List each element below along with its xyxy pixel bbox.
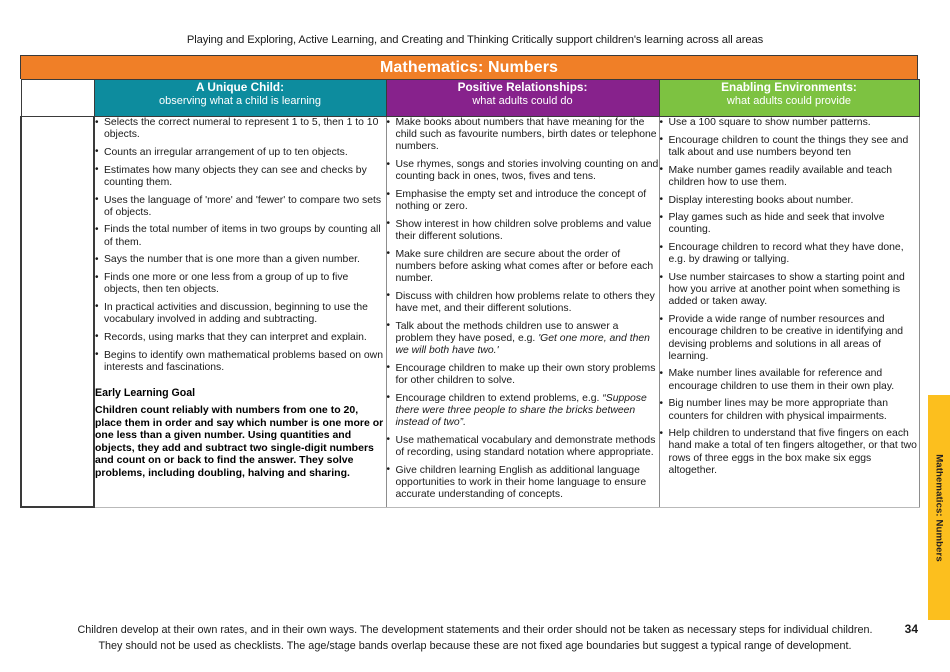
- footer-line-1: Children develop at their own rates, and in their own ways. The development statements and their order should not be taken as necessary steps for individual children.: [77, 624, 873, 636]
- list-item: • Display interesting books about number.: [660, 195, 919, 207]
- matrix-grid: [20, 79, 920, 508]
- list-item: • Help children to understand that five fingers on each hand make a total of ten fingers altogether, or that two rows of three eggs in the box make six eggs altogether.: [660, 428, 919, 477]
- header-age-band: [21, 80, 94, 117]
- header-row: [21, 80, 919, 117]
- header-enabling-environments: [659, 80, 919, 117]
- list-item: • Encourage children to count the things they see and talk about and use numbers beyond ten: [660, 135, 919, 159]
- list-item: • Give children learning English as additional language opportunities to work in their home language to ensure accurate understanding of concepts.: [387, 465, 659, 502]
- list-item: • Use a 100 square to show number patterns.: [660, 117, 919, 129]
- early-learning-goal-body: Children count reliably with numbers from one to 20, place them in order and say which number is one more or one less than a given number. Using quantities and objects, they add and subtract two single-digit numbers and count on or back to find the answer. They solve problems, including doubling, halving and sharing.: [95, 403, 384, 479]
- list-item: • Use rhymes, songs and stories involving counting on and counting back in ones, twos, fives and tens.: [387, 159, 659, 183]
- development-matters-table: [20, 55, 918, 508]
- list-item: • Begins to identify own mathematical problems based on own interests and fascinations.: [95, 350, 386, 374]
- list-item: • Use number staircases to show a starting point and how you arrive at another point when something is added or taken away.: [660, 272, 919, 309]
- header-enabling-environments-title: Enabling Environments:: [721, 80, 857, 94]
- area-title-bar: Mathematics: Numbers: [20, 55, 918, 79]
- early-learning-goal-heading: Early Learning Goal: [95, 386, 196, 399]
- list-item: • Use mathematical vocabulary and demonstrate methods of recording, using standard notation where appropriate.: [387, 435, 659, 459]
- positive-relationships-list: [387, 117, 659, 501]
- unique-child-cell: [94, 117, 386, 508]
- list-item: • Counts an irregular arrangement of up to ten objects.: [95, 147, 386, 159]
- age-band-cell: [21, 117, 94, 508]
- list-item: • Says the number that is one more than a given number.: [95, 254, 386, 266]
- list-item: • Talk about the methods children use to answer a problem they have posed, e.g. 'Get one more, and then we will both have two.': [387, 321, 659, 358]
- list-item: • Provide a wide range of number resources and encourage children to be creative in identifying and devising problems and solutions in all areas of learning.: [660, 314, 919, 363]
- list-item: • Uses the language of 'more' and 'fewer' to compare two sets of objects.: [95, 195, 386, 219]
- header-enabling-environments-subtitle: what adults could provide: [726, 95, 852, 107]
- list-item: • Records, using marks that they can interpret and explain.: [95, 332, 386, 344]
- header-unique-child-title: A Unique Child:: [195, 80, 285, 94]
- list-item: • Make books about numbers that have meaning for the child such as favourite numbers, birth dates or telephone numbers.: [387, 117, 659, 154]
- positive-relationships-cell: [386, 117, 659, 508]
- section-side-tab-label: Mathematics: Numbers: [933, 453, 945, 562]
- page-number: 34: [904, 622, 918, 636]
- list-item: • Encourage children to make up their own story problems for other children to solve.: [387, 363, 659, 387]
- footer-line-2: They should not be used as checklists. The age/stage bands overlap because these are not fixed age boundaries but suggest a typical range of development.: [98, 640, 852, 652]
- strapline: Playing and Exploring, Active Learning, and Creating and Thinking Critically support children's learning across all areas: [186, 34, 764, 46]
- footer-note: [0, 622, 950, 654]
- list-item: • In practical activities and discussion, beginning to use the vocabulary involved in adding and subtracting.: [95, 302, 386, 326]
- section-side-tab: [928, 395, 950, 620]
- list-item: • Finds one more or one less from a group of up to five objects, then ten objects.: [95, 272, 386, 296]
- list-item: • Selects the correct numeral to represent 1 to 5, then 1 to 10 objects.: [95, 117, 386, 141]
- list-item: • Emphasise the empty set and introduce the concept of nothing or zero.: [387, 189, 659, 213]
- list-item: • Big number lines may be more appropriate than counters for children with physical impairments.: [660, 398, 919, 422]
- enabling-environments-list: [660, 117, 919, 477]
- list-item: • Discuss with children how problems relate to others they have met, and their different solutions.: [387, 291, 659, 315]
- list-item: • Make number lines available for reference and encourage children to use them in their own play.: [660, 368, 919, 392]
- enabling-environments-cell: [659, 117, 919, 508]
- list-item: • Finds the total number of items in two groups by counting all of them.: [95, 224, 386, 248]
- list-item: • Show interest in how children solve problems and value their different solutions.: [387, 219, 659, 243]
- list-item: • Estimates how many objects they can see and checks by counting them.: [95, 165, 386, 189]
- header-unique-child-subtitle: observing what a child is learning: [158, 95, 322, 107]
- content-row: [21, 117, 919, 508]
- header-positive-relationships-title: Positive Relationships:: [457, 80, 588, 94]
- list-item: • Make number games readily available and teach children how to use them.: [660, 165, 919, 189]
- unique-child-list: [95, 117, 386, 374]
- header-positive-relationships: [386, 80, 659, 117]
- list-item: • Make sure children are secure about the order of numbers before asking what comes after or before each number.: [387, 249, 659, 286]
- list-item: • Encourage children to extend problems, e.g. “Suppose there were three people to share the bricks between instead of two”.: [387, 393, 659, 430]
- list-item: • Encourage children to record what they have done, e.g. by drawing or tallying.: [660, 242, 919, 266]
- header-positive-relationships-subtitle: what adults could do: [472, 95, 573, 107]
- header-unique-child: [94, 80, 386, 117]
- list-item: • Play games such as hide and seek that involve counting.: [660, 212, 919, 236]
